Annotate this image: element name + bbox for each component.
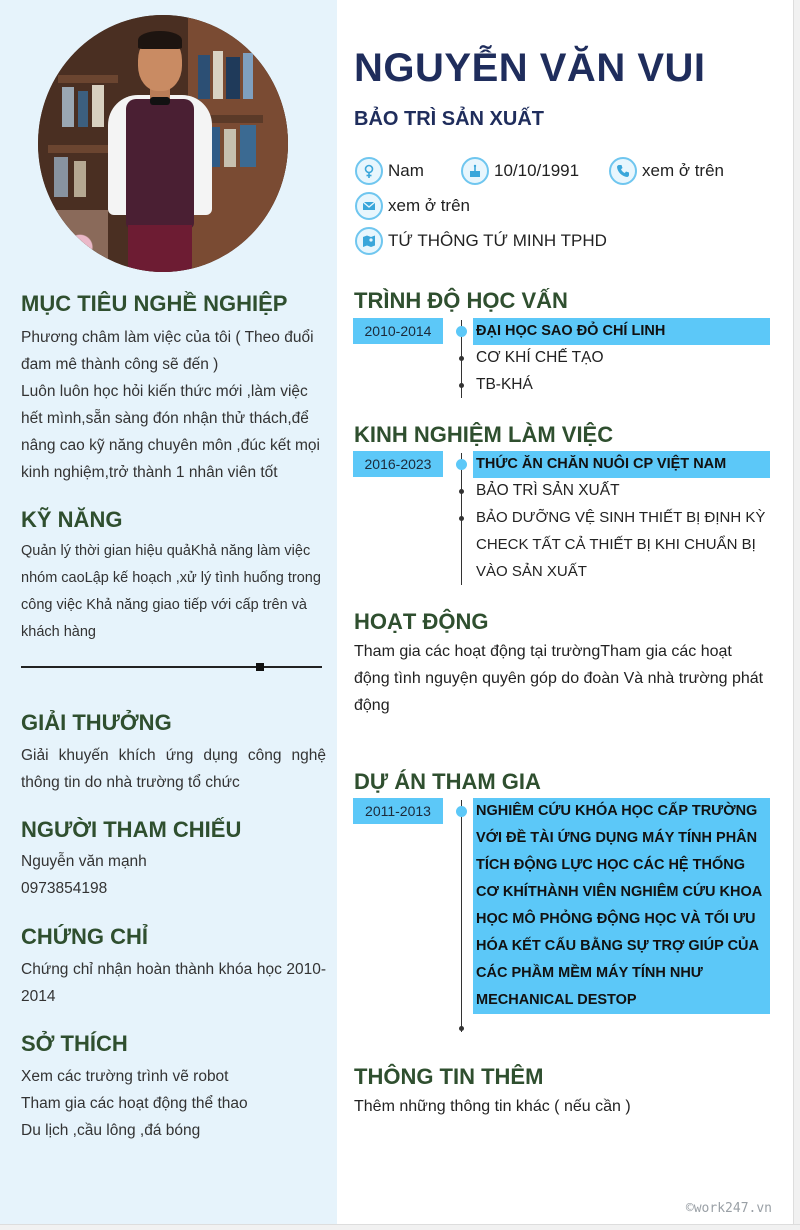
objective-heading: MỤC TIÊU NGHỀ NGHIỆP bbox=[21, 291, 288, 316]
job-title: BẢO TRÌ SẢN XUẤT bbox=[354, 108, 544, 130]
timeline-bullet bbox=[459, 383, 464, 388]
education-heading: TRÌNH ĐỘ HỌC VẤN bbox=[354, 288, 568, 313]
divider bbox=[21, 666, 322, 668]
address-info bbox=[355, 227, 607, 255]
certificates-heading: CHỨNG CHỈ bbox=[21, 924, 149, 949]
envelope-icon bbox=[355, 192, 383, 220]
birthday-value: 10/10/1991 bbox=[494, 161, 580, 180]
activities-text: Tham gia các hoạt động tại trườngTham gia các hoạt động tình nguyện quyên góp do đoàn Và nhà trường phát động bbox=[354, 643, 764, 714]
watermark: ©work247.vn bbox=[685, 1201, 772, 1216]
certificates-text: Chứng chỉ nhận hoàn thành khóa học 2010-2014 bbox=[21, 961, 326, 1005]
hobby-item: Du lịch ,cầu lông ,đá bóng bbox=[21, 1122, 201, 1139]
phone-icon bbox=[609, 157, 637, 185]
gender-icon bbox=[355, 157, 383, 185]
reference-phone: 0973854198 bbox=[21, 880, 108, 897]
divider-marker bbox=[256, 663, 264, 671]
phone-info bbox=[609, 157, 724, 185]
references-heading: NGƯỜI THAM CHIẾU bbox=[21, 817, 242, 842]
map-icon bbox=[355, 227, 383, 255]
timeline-marker bbox=[456, 459, 467, 470]
activities-heading: HOẠT ĐỘNG bbox=[354, 609, 489, 634]
extra-heading: THÔNG TIN THÊM bbox=[354, 1064, 544, 1089]
timeline-marker bbox=[456, 326, 467, 337]
email-info bbox=[355, 192, 470, 220]
gender-value: Nam bbox=[388, 161, 424, 180]
objective-line: Phương châm làm việc của tôi ( Theo đuổi đam mê thành công sẽ đến ) bbox=[21, 329, 314, 373]
skills-text: Quản lý thời gian hiệu quảKhả năng làm việc nhóm caoLập kế hoạch ,xử lý tình huống trong công việc Khả năng giao tiếp với cấp trên và khách hàng bbox=[21, 543, 321, 640]
experience-heading: KINH NGHIỆM LÀM VIỆC bbox=[354, 422, 614, 447]
hobby-item: Tham gia các hoạt động thể thao bbox=[21, 1095, 248, 1112]
window-frame-bottom bbox=[0, 1224, 800, 1230]
timeline-bullet bbox=[459, 516, 464, 521]
references-text bbox=[21, 848, 326, 902]
hobbies-heading: SỞ THÍCH bbox=[21, 1031, 128, 1056]
education-period: 2010-2014 bbox=[353, 318, 443, 344]
experience-period: 2016-2023 bbox=[353, 451, 443, 477]
experience-duty: BẢO DƯỠNG VỆ SINH THIẾT BỊ ĐỊNH KỲ CHECK TẤT CẢ THIẾT BỊ KHI CHUẨN BỊ VÀO SẢN XUẤT bbox=[476, 509, 766, 580]
education-grade: TB-KHÁ bbox=[476, 376, 533, 393]
gender-info bbox=[355, 157, 424, 185]
project-timeline bbox=[461, 800, 462, 1032]
experience-company: THỨC ĂN CHĂN NUÔI CP VIỆT NAM bbox=[473, 451, 770, 478]
reference-name: Nguyễn văn mạnh bbox=[21, 853, 147, 870]
timeline-bullet bbox=[459, 356, 464, 361]
extra-text: Thêm những thông tin khác ( nếu cần ) bbox=[354, 1098, 631, 1115]
awards-text: Giải khuyến khích ứng dụng công nghệ thông tin do nhà trường tổ chức bbox=[21, 747, 326, 791]
objective-text bbox=[21, 324, 326, 486]
skills-heading: KỸ NĂNG bbox=[21, 507, 123, 532]
hobby-item: Xem các trường trình vẽ robot bbox=[21, 1068, 229, 1085]
timeline-bullet bbox=[459, 489, 464, 494]
window-frame-right bbox=[793, 0, 800, 1230]
candidate-name: NGUYỄN VĂN VUI bbox=[354, 46, 706, 90]
avatar bbox=[38, 15, 288, 272]
phone-value: xem ở trên bbox=[642, 161, 725, 180]
education-major: CƠ KHÍ CHẾ TẠO bbox=[476, 349, 604, 366]
objective-line: Luôn luôn học hỏi kiến thức mới ,làm việc hết mình,sẵn sàng đón nhận thử thách,để nâng cao kỹ năng chuyên môn ,đúc kết mọi kinh nghiệm,trở thành 1 nhân viên tốt bbox=[21, 383, 320, 481]
projects-heading: DỰ ÁN THAM GIA bbox=[354, 769, 541, 794]
awards-heading: GIẢI THƯỞNG bbox=[21, 710, 172, 735]
project-description: NGHIÊM CỨU KHÓA HỌC CẤP TRƯỜNG VỚI ĐỀ TÀI ỨNG DỤNG MÁY TÍNH PHÂN TÍCH ĐỘNG LỰC HỌC CÁC HỆ THỐNG CƠ KHÍTHÀNH VIÊN NGHIÊM CỨU KHOA HỌC MÔ PHỎNG ĐỘNG HỌC VÀ TỐI ƯU HÓA KẾT CẤU BẰNG SỰ TRỢ GIÚP CỦA CÁC PHẦM MỀM MÁY TÍNH NHƯ MECHANICAL DESTOP bbox=[473, 798, 770, 1014]
birthday-info bbox=[461, 157, 579, 185]
experience-position: BẢO TRÌ SẢN XUẤT bbox=[476, 482, 620, 499]
address-value: TỨ THÔNG TỨ MINH TPHD bbox=[388, 231, 607, 250]
education-school: ĐẠI HỌC SAO ĐỎ CHÍ LINH bbox=[473, 318, 770, 345]
birthday-cake-icon bbox=[461, 157, 489, 185]
timeline-marker bbox=[456, 806, 467, 817]
hobbies-list bbox=[21, 1063, 326, 1144]
project-period: 2011-2013 bbox=[353, 798, 443, 824]
timeline-bullet bbox=[459, 1026, 464, 1031]
email-value: xem ở trên bbox=[388, 196, 471, 215]
